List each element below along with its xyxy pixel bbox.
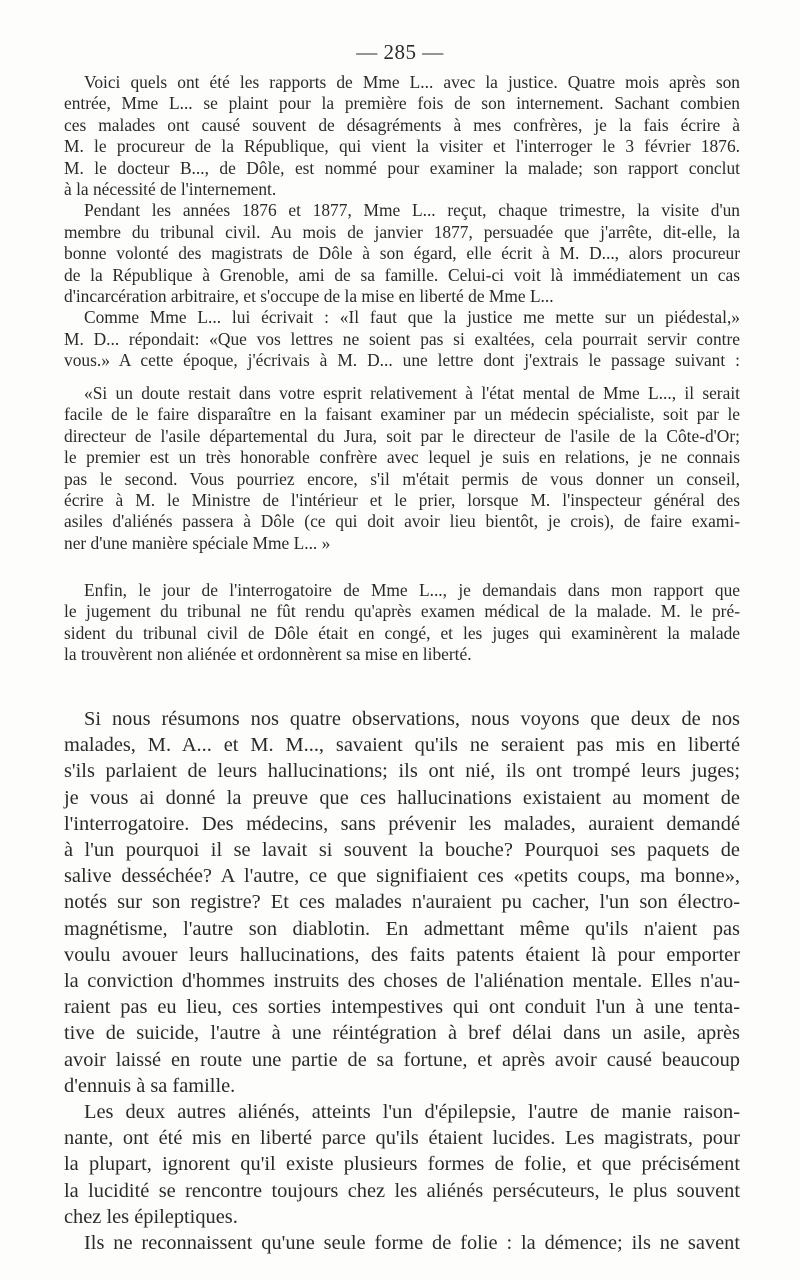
text-line: je vous ai donné la preuve que ces hallucinations existaient au moment de: [64, 786, 740, 809]
text-line: la trouvèrent non aliénée et ordonnèrent sa mise en liberté.: [64, 644, 472, 665]
text-line: nante, ont été mis en liberté parce qu'ils étaient lucides. Les magistrats, pour: [64, 1127, 740, 1150]
text-line: d'incarcération arbitraire, et s'occupe de la mise en liberté de Mme L...: [64, 286, 554, 307]
text-line: Les deux autres aliénés, atteints l'un d'épilepsie, l'autre de manie raison-: [84, 1101, 740, 1124]
text-line: entrée, Mme L... se plaint pour la première fois de son internement. Sachant combien: [64, 93, 740, 114]
text-line: la lucidité se rencontre toujours chez les aliénés persécuteurs, le plus souvent: [64, 1179, 740, 1202]
text-line: asiles d'aliénés passera à Dôle (ce qui doit avoir lieu bientôt, je crois), de faire exami-: [64, 511, 740, 532]
text-line: l'interrogatoire. Des médecins, sans prévenir les malades, auraient demandé: [64, 812, 740, 835]
paragraph-4: [64, 383, 740, 554]
text-line: notés sur son registre? Et ces malades n'auraient pu cacher, l'un son électro-: [64, 891, 740, 914]
text-line: à l'un pourquoi il se lavait si souvent la bouche? Pourquoi ses paquets de: [64, 839, 740, 862]
text-line: directeur de l'asile départemental du Jura, soit par le directeur de l'asile de la Côte-d'Or;: [64, 425, 740, 446]
text-line: Si nous résumons nos quatre observations, nous voyons que deux de nos: [84, 708, 740, 730]
paragraph-5: [64, 580, 740, 666]
text-line: tive de suicide, l'autre à une réintégration à bref délai dans un asile, après: [64, 1022, 740, 1045]
text-line: ner d'une manière spéciale Mme L... »: [64, 532, 331, 553]
text-line: M. le procureur de la République, qui vient la visiter et l'interroger le 3 février 1876.: [64, 136, 740, 157]
text-line: Enfin, le jour de l'interrogatoire de Mme L..., je demandais dans mon rapport que: [84, 580, 740, 600]
text-line: de la République à Grenoble, ami de sa famille. Celui-ci voit là immédiatement un cas: [64, 264, 740, 285]
text-line: Ils ne reconnaissent qu'une seule forme de folie : la démence; ils ne savent: [84, 1232, 740, 1255]
text-line: bonne volonté des magistrats de Dôle à son égard, elle écrit à M. D..., alors procureur: [64, 243, 740, 264]
text-line: Comme Mme L... lui écrivait : «Il faut que la justice me mette sur un piédestal,»: [84, 307, 740, 328]
text-line: à la nécessité de l'internement.: [64, 179, 277, 200]
text-line: magnétisme, l'autre son diablotin. En admettant même qu'ils n'aient pas: [64, 917, 740, 940]
text-line: chez les épileptiques.: [64, 1205, 238, 1228]
paragraph-7: [64, 1099, 740, 1230]
paragraph-1: [64, 72, 740, 200]
text-line: la plupart, ignorent qu'il existe plusieurs formes de folie, et que précisément: [64, 1153, 740, 1176]
paragraph-8: [64, 1230, 740, 1256]
text-line: salive desséchée? A l'autre, ce que signifiaient ces «petits coups, ma bonne»,: [64, 865, 740, 888]
paragraph-3: [64, 307, 740, 371]
quoted-letter: [64, 383, 740, 554]
text-line: malades, M. A... et M. M..., savaient qu'ils ne seraient pas mis en liberté: [64, 734, 740, 757]
text-line: d'ennuis à sa famille.: [64, 1074, 236, 1097]
text-line: voulu avouer leurs hallucinations, des faits patents étaient là pour emporter: [64, 943, 740, 966]
text-line: M. le docteur B..., de Dôle, est nommé pour examiner la malade; son rapport conclut: [64, 157, 740, 178]
text-line: membre du tribunal civil. Au mois de janvier 1877, persuadée que j'arrête, dit-elle, la: [64, 221, 740, 242]
paragraph-6: [64, 706, 740, 1099]
text-block-upper: [64, 72, 740, 372]
text-line: Pendant les années 1876 et 1877, Mme L... reçut, chaque trimestre, la visite d'un: [84, 200, 740, 221]
text-line: Voici quels ont été les rapports de Mme L... avec la justice. Quatre mois après son: [84, 72, 740, 92]
text-line: sident du tribunal civil de Dôle était en congé, et les juges qui examinèrent la malade: [64, 622, 740, 643]
text-line: écrire à M. le Ministre de l'intérieur et le prier, lorsque M. l'inspecteur général des: [64, 490, 740, 511]
text-line: «Si un doute restait dans votre esprit relativement à l'état mental de Mme L..., il serait: [84, 383, 740, 403]
text-line: avoir laissé en route une partie de sa fortune, et après avoir causé beaucoup: [64, 1048, 740, 1071]
text-line: ces malades ont causé souvent de désagréments à mes confrères, je la fais écrire à: [64, 114, 740, 135]
text-line: le jugement du tribunal ne fût rendu qu'après examen médical de la malade. M. le pré-: [64, 601, 740, 622]
text-line: la conviction d'hommes instruits des choses de l'aliénation mentale. Elles n'au-: [64, 970, 740, 993]
page-number: — 285 —: [356, 40, 444, 64]
text-block-lower: [64, 706, 740, 1256]
text-line: facile de le faire disparaître en la faisant examiner par un médecin spécialiste, soit par le: [64, 404, 740, 425]
text-line: s'ils parlaient de leurs hallucinations; ils ont nié, ils ont trompé leurs juges;: [64, 760, 740, 783]
paragraph-2: [64, 200, 740, 307]
text-line: raient pas eu lieu, ces sorties intempestives qui ont conduit l'un à une tenta-: [64, 996, 740, 1019]
text-line: pas le second. Vous pourriez encore, s'il m'était permis de vous donner un conseil,: [64, 468, 740, 489]
text-line: le premier est un très honorable confrère avec lequel je suis en relations, je ne connais: [64, 447, 740, 468]
text-line: M. D... répondait: «Que vos lettres ne soient pas si exaltées, cela pourrait servir contre: [64, 328, 740, 349]
text-line: vous.» A cette époque, j'écrivais à M. D... une lettre dont j'extrais le passage suivant :: [64, 350, 740, 371]
text-block-middle: [64, 580, 740, 666]
